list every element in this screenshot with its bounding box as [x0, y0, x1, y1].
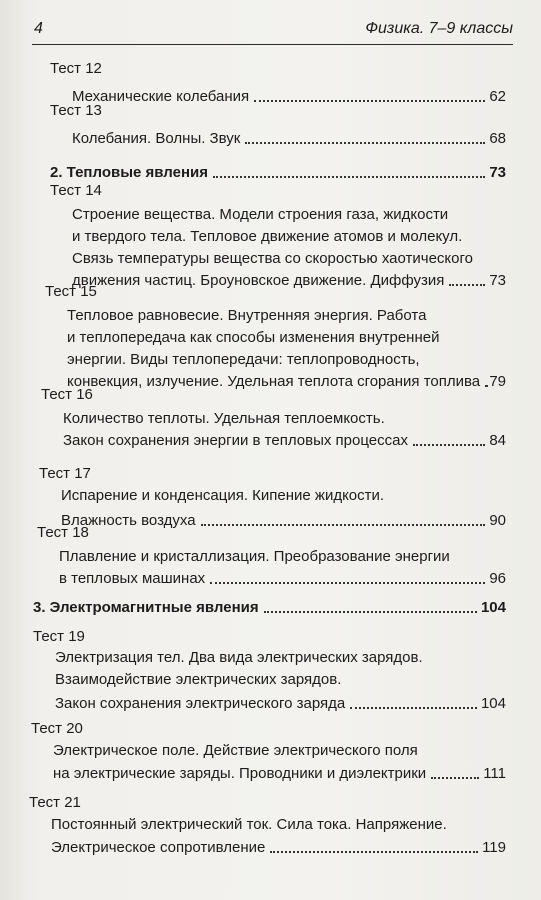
- dot-leader: [213, 176, 485, 178]
- entry-title: Электрическое сопротивление: [51, 839, 266, 856]
- entry-page-number: 62: [489, 88, 506, 105]
- test-heading: Тест 15: [45, 283, 97, 300]
- test-heading: Тест 20: [31, 720, 83, 737]
- dot-leader: [449, 284, 485, 286]
- toc-text-line: Взаимодействие электрических зарядов.: [55, 671, 342, 688]
- test-heading: Тест 17: [39, 465, 91, 482]
- test-heading: Тест 16: [41, 386, 93, 403]
- toc-entry: [51, 837, 506, 859]
- toc-text-line: Строение вещества. Модели строения газа, жидкости: [72, 206, 449, 223]
- dot-leader: [431, 777, 479, 779]
- toc-text-line: Количество теплоты. Удельная теплоемкость.: [63, 410, 385, 427]
- entry-page-number: 68: [489, 130, 506, 147]
- page-number: 4: [34, 20, 43, 37]
- test-heading: Тест 12: [50, 60, 102, 77]
- toc-section: [33, 597, 506, 619]
- test-heading: Тест 21: [29, 794, 81, 811]
- dot-leader: [254, 100, 485, 102]
- test-heading: Тест 19: [33, 628, 85, 645]
- entry-title: в тепловых машинах: [59, 570, 206, 587]
- toc-entry: [72, 128, 506, 150]
- toc-entry: [67, 371, 506, 393]
- entry-page-number: 104: [480, 599, 506, 616]
- dot-leader: [350, 707, 477, 709]
- book-title: Физика. 7–9 классы: [365, 20, 513, 37]
- entry-page-number: 73: [489, 164, 506, 181]
- entry-title: Колебания. Волны. Звук: [72, 130, 241, 147]
- dot-leader: [210, 582, 485, 584]
- toc-entry: [63, 430, 506, 452]
- toc-text-line: Электризация тел. Два вида электрических зарядов.: [55, 649, 423, 666]
- toc-text-line: Постоянный электрический ток. Сила тока. Напряжение.: [51, 816, 447, 833]
- dot-leader: [201, 524, 486, 526]
- toc-text-line: Тепловое равновесие. Внутренняя энергия. Работа: [67, 307, 427, 324]
- toc-text-line: Электрическое поле. Действие электрического поля: [53, 742, 418, 759]
- entry-page-number: 96: [489, 570, 506, 587]
- test-heading: Тест 18: [37, 524, 89, 541]
- entry-title: 3. Электромагнитные явления: [33, 599, 259, 616]
- toc-section: [50, 162, 506, 184]
- dot-leader: [264, 611, 477, 613]
- toc-entry: [59, 568, 506, 590]
- entry-title: движения частиц. Броуновское движение. Диффузия: [72, 272, 445, 289]
- toc-text-line: Связь температуры вещества со скоростью хаотического: [72, 250, 473, 267]
- entry-title: конвекция, излучение. Удельная теплота сгорания топлива: [67, 373, 481, 390]
- toc-text-line: Плавление и кристаллизация. Преобразование энергии: [59, 548, 450, 565]
- dot-leader: [413, 444, 485, 446]
- entry-page-number: 119: [482, 839, 506, 856]
- entry-page-number: 104: [480, 695, 506, 712]
- entry-page-number: 111: [483, 765, 506, 782]
- toc-entry: [72, 270, 506, 292]
- dot-leader: [270, 851, 478, 853]
- entry-title: 2. Тепловые явления: [50, 164, 209, 181]
- entry-page-number: 84: [489, 432, 506, 449]
- toc-entry: [61, 510, 506, 532]
- entry-title: Закон сохранения энергии в тепловых процессах: [63, 432, 408, 449]
- entry-title: на электрические заряды. Проводники и диэлектрики: [53, 765, 427, 782]
- toc-entry: [72, 86, 506, 108]
- toc-text-line: и твердого тела. Тепловое движение атомов и молекул.: [72, 228, 463, 245]
- toc-entry: [55, 693, 506, 715]
- toc-entry: [53, 763, 506, 785]
- entry-page-number: 90: [489, 512, 506, 529]
- test-heading: Тест 13: [50, 102, 102, 119]
- entry-title: Механические колебания: [72, 88, 250, 105]
- entry-title: Влажность воздуха: [61, 512, 196, 529]
- toc-text-line: Испарение и конденсация. Кипение жидкости.: [61, 487, 385, 504]
- entry-title: Закон сохранения электрического заряда: [55, 695, 346, 712]
- entry-page-number: 79: [489, 373, 506, 390]
- entry-page-number: 73: [489, 272, 506, 289]
- toc-text-line: и теплопередача как способы изменения внутренней: [67, 329, 440, 346]
- toc-text-line: энергии. Виды теплопередачи: теплопроводность,: [67, 351, 420, 368]
- dot-leader: [245, 142, 485, 144]
- test-heading: Тест 14: [50, 182, 102, 199]
